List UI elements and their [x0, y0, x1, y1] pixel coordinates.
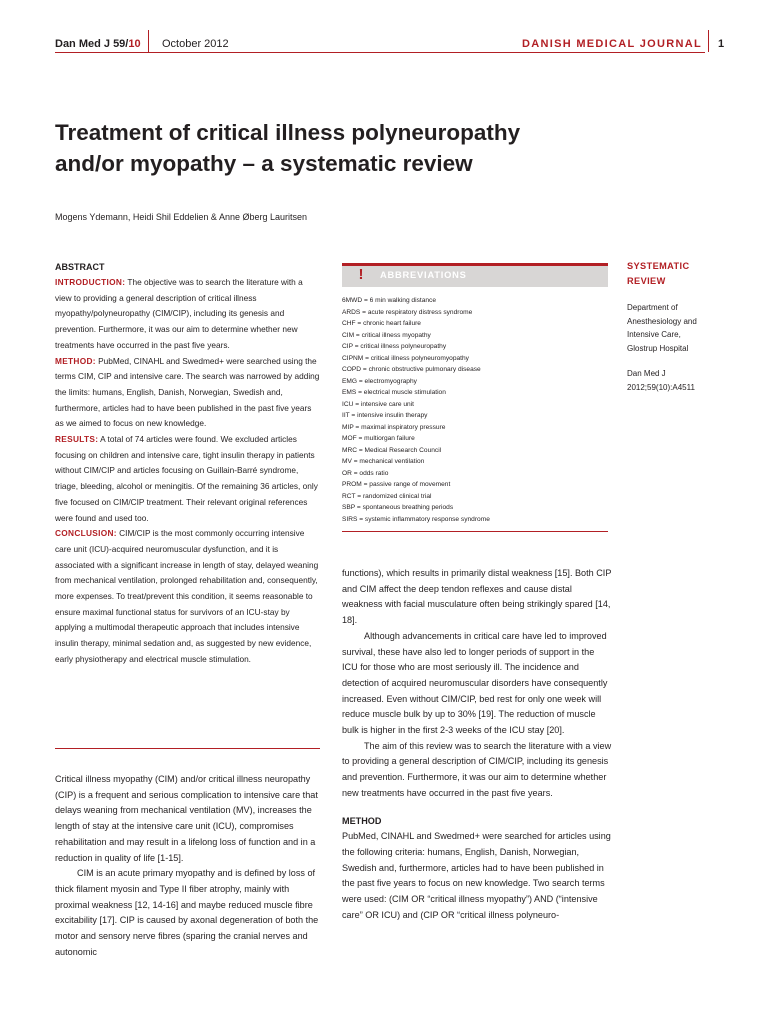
abbreviation-item: MV = mechanical ventilation [342, 458, 425, 465]
abbreviation-item: ARDS = acute respiratory distress syndrome [342, 308, 473, 316]
abbreviation-item: COPD = chronic obstructive pulmonary disease [342, 366, 481, 373]
body-paragraph: Although advancements in critical care have led to improved survival, these have also led to longer periods of support in the ICU for those who are most seriously ill. The incidence and detection of acquired neuromuscular disorders have consequently increased. Even without CIM/CIP, bed rest for only one week will reduce muscle bulk by up to 30% [19]. The reduction of muscle bulk is higher in the first 2-3 weeks of the ICU stay [20]. [342, 630, 608, 736]
affiliation [627, 301, 742, 355]
abbreviation-item: CIM = critical illness myopathy [342, 331, 431, 339]
body-paragraph: The aim of this review was to search the literature with a view to providing a general description of CIM/CIP, including its genesis and prevention. Furthermore, it was our aim to determine whether new treatments have occurred in the past five years. [342, 740, 612, 798]
header-divider [708, 30, 709, 52]
citation-line: 2012;59(10):A4511 [627, 382, 695, 392]
introduction-label: INTRODUCTION: [55, 277, 126, 287]
body-paragraph: functions), which results in primarily distal weakness [15]. Both CIP and CIM affect the deep tendon reflexes and cause distal weakness with facial musculature often being strikingly spared [14, 18]. [342, 568, 612, 626]
abstract-method [55, 354, 320, 433]
abstract-conclusion [55, 526, 320, 667]
journal-name: DANISH MEDICAL JOURNAL [522, 38, 702, 50]
abbreviation-item: 6MWD = 6 min walking distance [342, 297, 436, 304]
abstract-heading: ABSTRACT [55, 262, 105, 272]
citation [627, 367, 742, 394]
method-label: METHOD: [55, 355, 96, 366]
abbreviation-item: SBP = spontaneous breathing periods [342, 504, 454, 511]
abbreviation-item: CHF = chronic heart failure [342, 320, 421, 327]
affiliation-line: Anesthesiology and [627, 316, 697, 326]
article-sidebar [627, 259, 742, 395]
abbreviation-item: CIP = critical illness polyneuropathy [342, 343, 447, 350]
conclusion-label: CONCLUSION: [55, 528, 117, 539]
page-header [0, 30, 768, 54]
abbreviation-item: EMG = electromyography [342, 377, 417, 385]
category-line-1: SYSTEMATIC [627, 261, 690, 271]
title-line-1: Treatment of critical illness polyneuropathy [55, 120, 521, 145]
abstract-introduction [55, 275, 320, 354]
abbreviation-item: ICU = intensive care unit [342, 400, 415, 408]
abbreviation-item: CIPNM = critical illness polyneuromyopathy [342, 354, 469, 362]
abbreviations-rule [342, 531, 608, 532]
results-label: RESULTS: [55, 434, 99, 445]
abstract-results [55, 432, 320, 526]
abbreviation-item: EMS = electrical muscle stimulation [342, 389, 446, 396]
issue-date: October 2012 [162, 38, 229, 50]
body-column-left [55, 772, 320, 960]
introduction-text: The objective was to search the literature with a view to providing a general description of critical illness myopathy/polyneuropathy (CIM/CIP), including its genesis and prevention. Furthermore, it was our aim to determine whether new treatments have occurred in the past five years. [55, 277, 303, 350]
affiliation-line: Department of [627, 303, 678, 312]
abbreviations-accent-bar [342, 263, 608, 266]
citation-line: Dan Med J [627, 369, 666, 379]
header-rule [55, 52, 705, 53]
article-title [55, 117, 615, 179]
body-paragraph: Critical illness myopathy (CIM) and/or critical illness neuropathy (CIP) is a frequent and serious complication to intensive care that delays weaning from mechanical ventilation (MV), increases the length of stay at the intensive care unit (ICU), compromises rehabilitation and may result in a lifelong loss of function and in a reduction in quality of life [1-15]. [55, 774, 318, 863]
conclusion-text: CIM/CIP is the most commonly occurring intensive care unit (ICU)-acquired neuromuscular dysfunction, and it is associated with a significant increase in length of stay, delayed weaning from mechanical ventilation, prolonged rehabilitation and, consequently, more expenses. To treat/prevent this condition, it seems reasonable to ensure maximal functional status for survivors of an ICU-stay by applying a multimodal therapeutic approach that includes intensive insulin therapy, minimal sedation and, as suggested by new evidence, early physiotherapy and electrical muscle stimulation. [55, 528, 319, 664]
abbreviation-item: SIRS = systemic inflammatory response syndrome [342, 515, 490, 523]
journal-issue: 10 [128, 38, 141, 50]
exclamation-icon: ! [358, 266, 364, 283]
article-category [627, 259, 742, 288]
authors: Mogens Ydemann, Heidi Shil Eddelien & Anne Øberg Lauritsen [55, 212, 307, 222]
abstract-rule [55, 748, 320, 749]
category-line-2: REVIEW [627, 275, 666, 286]
section-heading-method: METHOD [342, 815, 382, 826]
results-text: A total of 74 articles were found. We excluded articles focusing on children and intensive care, tight insulin therapy in patients without CIM/CIP and articles focusing on Guillain-Barré syndrome, triage, bleeding, alcohol or meningitis. Of the remaining 36 articles, only five focused on CIM/CIP treatment. Their relevant original references were found and used too. [55, 434, 318, 523]
title-line-2: and/or myopathy – a systematic review [55, 151, 473, 176]
abbreviation-item: OR = odds ratio [342, 469, 389, 477]
abbreviation-item: MIP = maximal inspiratory pressure [342, 423, 446, 431]
page-number: 1 [718, 38, 725, 50]
abbreviation-item: PROM = passive range of movement [342, 481, 451, 488]
abbreviation-item: IIT = intensive insulin therapy [342, 412, 428, 419]
body-paragraph: PubMed, CINAHL and Swedmed+ were searched for articles using the following criteria: humans, English, Danish, Norwegian, Swedish and, furthermore, articles had to have been published in the past five years to focus on new knowledge. Two search terms were used: (CIM OR “critical illness myopathy”) AND (“intensive care” OR ICU) and (CIP OR “critical illness polyneuro- [342, 831, 611, 920]
body-paragraph: CIM is an acute primary myopathy and is defined by loss of thick filament myosin and Type II fiber atrophy, mainly with proximal weakness [12, 14-16] and maybe reduced muscle fibre excitability [17]. CIP is caused by axonal degeneration of both the motor and sensory nerve fibres (sparing the cranial nerves and autonomic [55, 868, 319, 957]
abbreviation-item: MRC = Medical Research Council [342, 446, 442, 454]
abbreviations-header [342, 263, 608, 287]
abbreviations-title: ABBREVIATIONS [380, 270, 467, 280]
journal-prefix: Dan Med J 59/ [55, 38, 129, 50]
abbreviations-list [342, 295, 608, 525]
journal-citation [55, 38, 141, 50]
body-column-right [342, 566, 612, 923]
abbreviation-item: RCT = randomized clinical trial [342, 492, 432, 500]
affiliation-line: Intensive Care, [627, 330, 681, 340]
abstract [55, 261, 320, 668]
header-divider [148, 30, 149, 52]
abbreviation-item: MOF = multiorgan failure [342, 435, 415, 442]
method-text: PubMed, CINAHL and Swedmed+ were searched using the terms CIM, CIP and intensive care. The search was narrowed by adding the limits: humans, English, Danish, Norwegian, Swedish and, furthermore, articles had to have been published in the past five years as we aimed to focus on new knowledge. [55, 355, 320, 429]
affiliation-line: Glostrup Hospital [627, 343, 689, 353]
